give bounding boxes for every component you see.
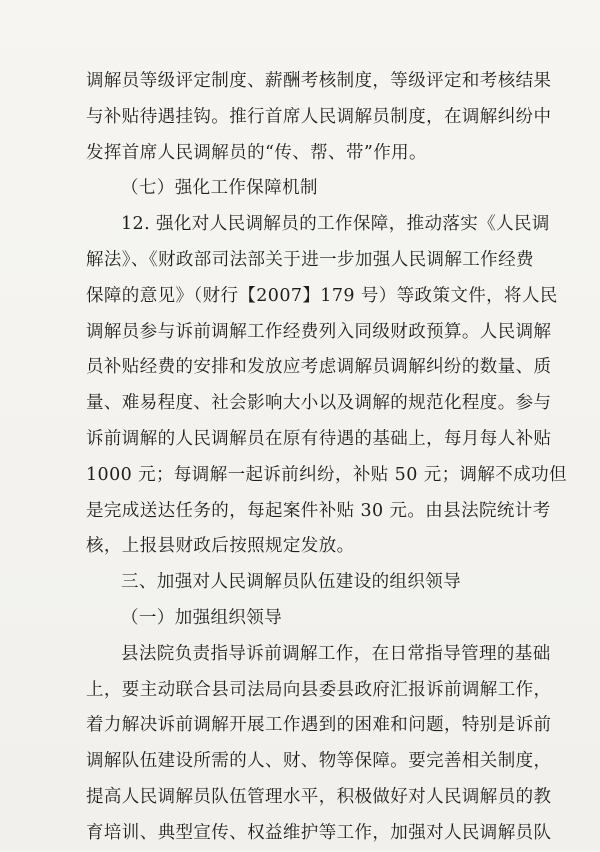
body-line: 保障的意见》（财行【2007】179 号）等政策文件，将人民 xyxy=(86,285,558,306)
body-line: 育培训、典型宣传、权益维护等工作，加强对人民调解员队 xyxy=(86,822,552,843)
body-line: 量、难易程度、社会影响大小以及调解的规范化程度。参与 xyxy=(86,393,552,414)
body-line: 解法》、《财政部司法部关于进一步加强人民调解工作经费 xyxy=(86,249,534,270)
body-line: 1000 元；每调解一起诉前纠纷，补贴 50 元；调解不成功但 xyxy=(86,464,567,485)
body-line: 与补贴待遇挂钩。推行首席人民调解员制度，在调解纠纷中 xyxy=(86,106,552,127)
body-line: 调解员参与诉前调解工作经费列入同级财政预算。人民调解 xyxy=(86,321,552,342)
body-line: 提高人民调解员队伍管理水平，积极做好对人民调解员的教 xyxy=(86,786,552,807)
body-line: 调解员等级评定制度、薪酬考核制度，等级评定和考核结果 xyxy=(86,71,552,91)
body-line: 诉前调解的人民调解员在原有待遇的基础上，每月每人补贴 xyxy=(86,428,552,449)
section-heading: （七）强化工作保障机制 xyxy=(121,178,318,199)
subsection-heading: （一）加强组织领导 xyxy=(121,607,283,628)
body-line: 上，要主动联合县司法局向县委县政府汇报诉前调解工作， xyxy=(86,679,552,700)
body-line: 是完成送达任务的，每起案件补贴 30 元。由县法院统计考 xyxy=(86,500,551,521)
body-line: 员补贴经费的安排和发放应考虑调解员调解纠纷的数量、质 xyxy=(86,357,552,378)
section-heading: 三、加强对人民调解员队伍建设的组织领导 xyxy=(121,572,462,593)
body-line: 发挥首席人民调解员的“传、帮、带”作用。 xyxy=(86,142,427,163)
body-line: 12. 强化对人民调解员的工作保障，推动落实《人民调 xyxy=(121,214,550,235)
body-line: 调解队伍建设所需的人、财、物等保障。要完善相关制度， xyxy=(86,751,552,772)
body-line: 县法院负责指导诉前调解工作，在日常指导管理的基础 xyxy=(121,643,551,664)
body-line: 着力解决诉前调解开展工作遇到的困难和问题，特别是诉前 xyxy=(86,715,552,736)
body-line: 核，上报县财政后按照规定发放。 xyxy=(86,536,355,557)
